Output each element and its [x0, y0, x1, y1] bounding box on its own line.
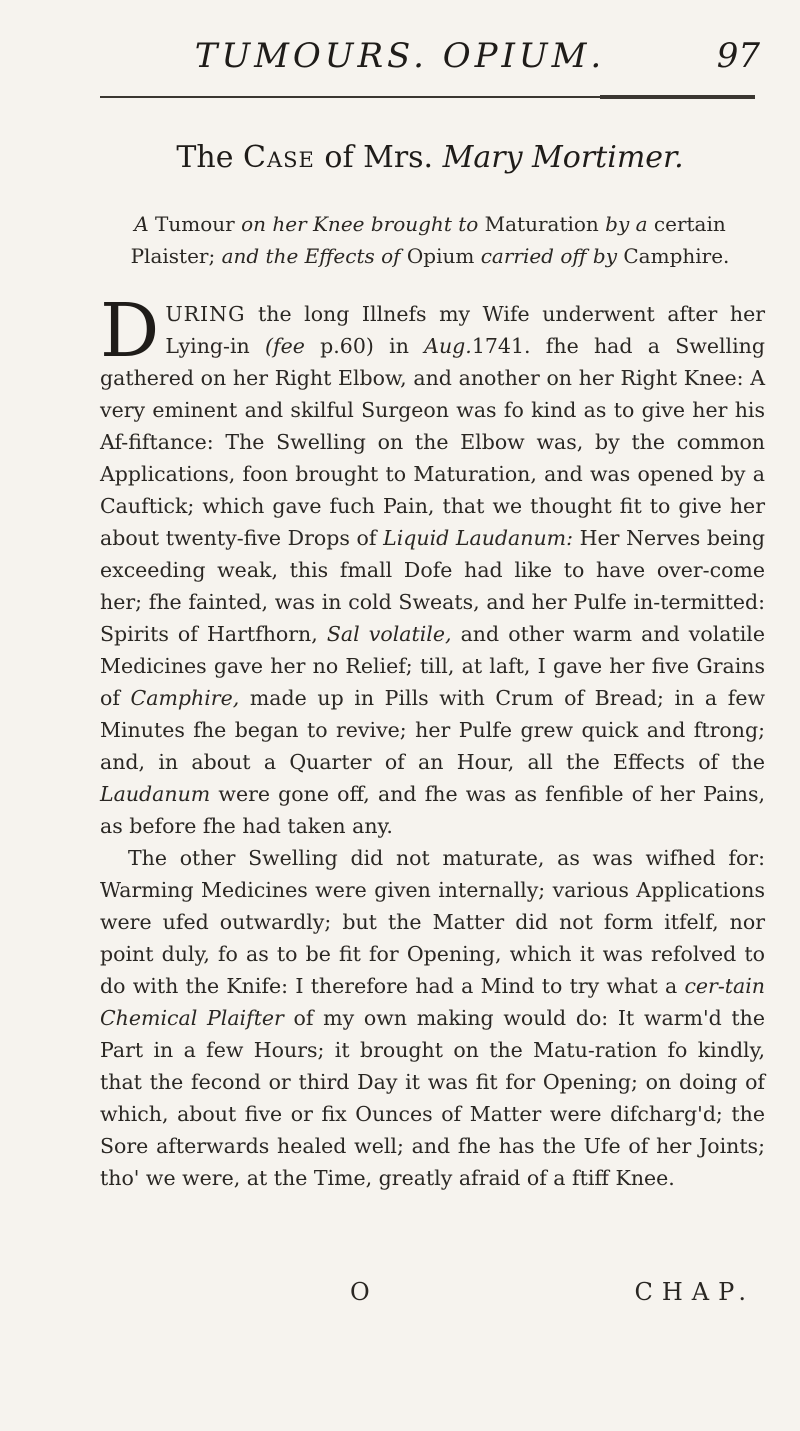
text-run: Aug.: [424, 334, 472, 358]
text-run: Laudanum: [100, 782, 211, 806]
text-run: the long Illnefs my Wife underwent after her Lying-in: [165, 302, 765, 358]
text-run: were gone off, and fhe was as fenfible of her Pains, as before fhe had taken any.: [100, 782, 765, 838]
page-number: 97: [716, 36, 760, 76]
title-of-word: of Mrs.: [314, 140, 443, 175]
text-run: (fee: [265, 334, 305, 358]
subtitle-part: Maturation: [478, 212, 606, 236]
title-name: Mary Mortimer.: [442, 140, 684, 175]
subtitle-part: Opium: [400, 244, 481, 268]
subtitle-part: and the Effects of: [221, 244, 401, 268]
catchword: CHAP.: [634, 1278, 755, 1306]
case-subtitle: [100, 208, 760, 272]
running-head: [100, 36, 760, 86]
text-run: Her Nerves being exceeding weak, this fmall Dofe had like to have over-come her; fhe fainted, was in cold Sweats, and her Pulfe in-termitted: Spirits of Hartfhorn,: [100, 526, 765, 646]
paragraph-2: [100, 842, 765, 1194]
title-case-word: Case: [243, 140, 315, 175]
subtitle-part: on her Knee brought to: [241, 212, 479, 236]
text-run: The other Swelling did not maturate, as was wifhed for: Warming Medicines were given internally; various Applications were ufed outwardly; but the Matter did not form itfelf, nor point duly, fo as to be fit for Opening, which it was refolved to do with the Knife: I therefore had a Mind to try what a: [100, 846, 765, 998]
text-run: made up in Pills with Crum of Bread; in a few Minutes fhe began to revive; her Pulfe grew quick and ftrong; and, in about a Quarter of an Hour, all the Effects of the: [100, 686, 765, 774]
case-title: [100, 140, 760, 175]
text-run: of my own making would do: It warm'd the Part in a few Hours; it brought on the Matu-ration fo kindly, that the fecond or third Day it was fit for Opening; on doing of which, about five or fix Ounces of Matter were difcharg'd; the Sore afterwards healed well; and fhe has the Ufe of her Joints; tho' we were, at the Time, greatly afraid of a ftiff Knee.: [100, 1006, 765, 1190]
subtitle-part: Camphire.: [617, 244, 730, 268]
text-run: cer-tain Chemical Plaifter: [100, 974, 765, 1030]
text-run: Sal volatile,: [326, 622, 452, 646]
title-prefix: The: [176, 140, 244, 175]
subtitle-part: by a: [605, 212, 648, 236]
text-run: Camphire,: [130, 686, 240, 710]
drop-cap: D: [100, 288, 160, 374]
text-run: 1741. fhe had a Swelling gathered on her Right Elbow, and another on her Right Knee: A very eminent and skilful Surgeon was fo kind as to give her his Af-fiftance: The Swelling on the Elbow was, by the common Applications, foon brought to Maturation, and was opened by a Cauftick; which gave fuch Pain, that we thought fit to give her about twenty-five Drops of: [100, 334, 765, 550]
subtitle-part: carried off by: [480, 244, 618, 268]
subtitle-part: Tumour: [148, 212, 242, 236]
body-text: [100, 288, 765, 1194]
text-run: p.60) in: [304, 334, 425, 358]
subtitle-part: A: [134, 212, 149, 236]
text-run: URING: [165, 302, 246, 326]
signature-mark: O: [350, 1278, 370, 1306]
paragraph-1: [100, 288, 765, 842]
page-footer: [100, 1278, 760, 1318]
subtitle-part: certain Plaister;: [130, 212, 726, 268]
text-run: Liquid Laudanum:: [383, 526, 574, 550]
header-rule-heavy: [600, 95, 755, 99]
running-title: TUMOURS. OPIUM.: [194, 36, 606, 76]
text-run: and other warm and volatile Medicines gave her no Relief; till, at laft, I gave her five Grains of: [100, 622, 765, 710]
